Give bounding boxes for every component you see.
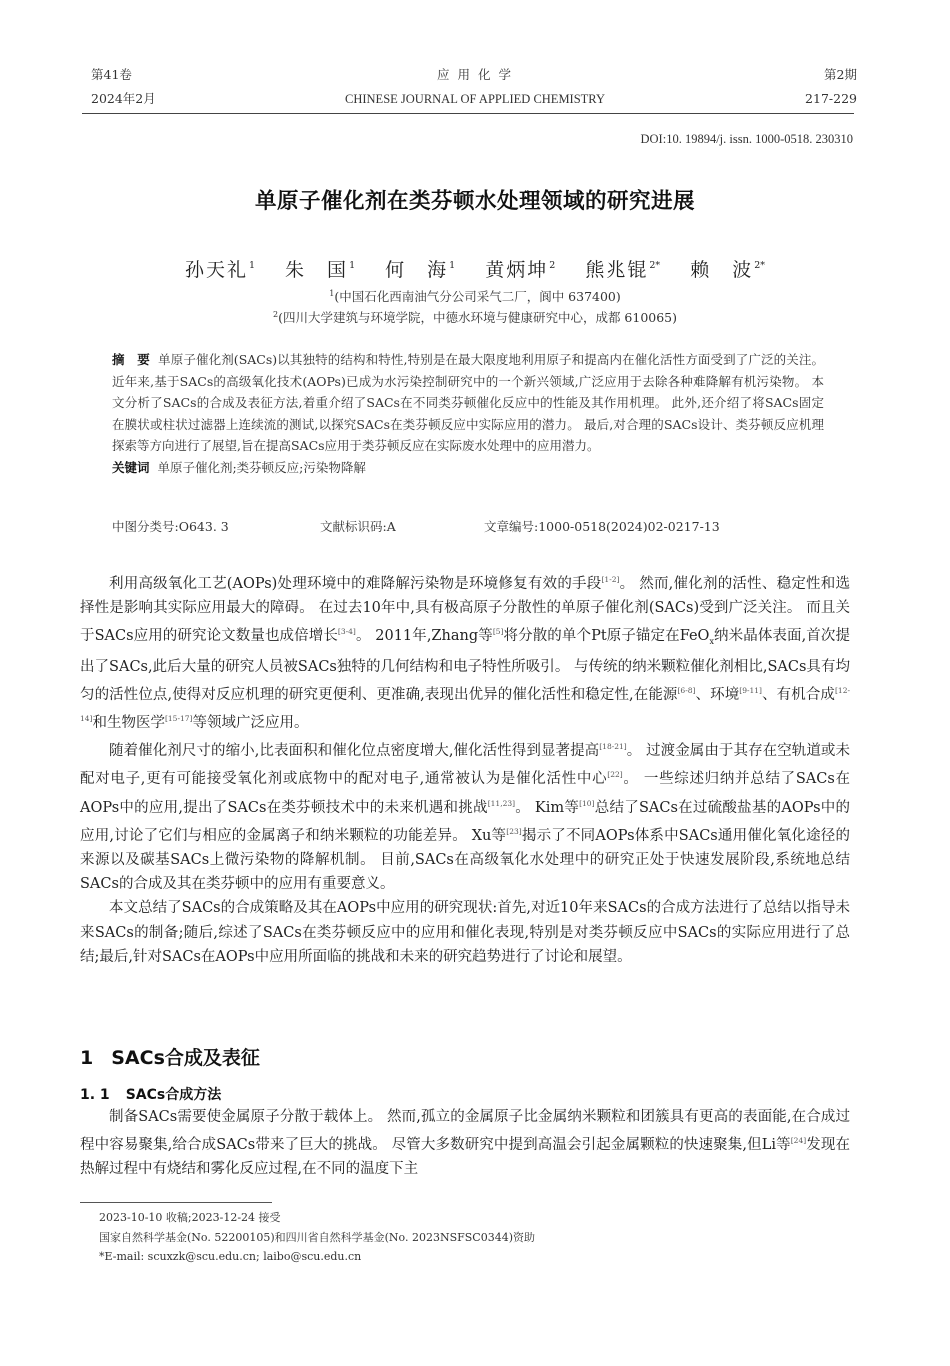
paper-title: 单原子催化剂在类芬顿水处理领域的研究进展	[254, 189, 695, 214]
keywords-text: 单原子催化剂;类芬顿反应;污染物降解	[157, 459, 366, 475]
keywords	[112, 457, 824, 479]
journal-name-en: CHINESE JOURNAL OF APPLIED CHEMISTRY	[345, 92, 605, 106]
affiliation-1	[0, 287, 950, 305]
footnote-rule	[80, 1202, 272, 1203]
class-number: 中图分类号:O643. 3	[112, 519, 229, 534]
author-mark: 2	[549, 260, 556, 271]
affiliation-mark: 2	[272, 310, 279, 319]
funding-note: 国家自然科学基金(No. 52200105)和四川省自然科学基金(No. 2023NSFSC0344)资助	[99, 1231, 535, 1244]
citation[interactable]: [24]	[790, 1136, 807, 1146]
author-name: 赖 波	[690, 259, 754, 281]
citation[interactable]: [6-8]	[677, 685, 696, 695]
author-mark: 1	[349, 260, 356, 271]
author-name: 朱 国	[285, 259, 349, 281]
abstract-text: 单原子催化剂(SACs)以其独特的结构和特性,特别是在最大限度地利用原子和提高内在催化活性方面受到了广泛的关注。 近年来,基于SACs的高级氧化技术(AOPs)已成为水污染控制研究中的一个新兴领域,广泛应用于去除各种难降解有机污染物。 本文分析了SACs的合成及表征方法,着重介绍了SACs在不同类芬顿催化反应中的性能及其作用机理。 此外,还介绍了将SACs固定在膜状或柱状过滤器上连续流的测试,以探究SACs在类芬顿反应中实际应用的潜力。 最后,对合理的SACs设计、类芬顿反应机理探索等方向进行了展望,旨在提高SACs应用于类芬顿反应在实际废水处理中的应用潜力。	[112, 352, 824, 453]
paragraph: 制备SACs需要使金属原子分散于载体上。 然而,孤立的金属原子比金属纳米颗粒和团簇具有更高的表面能,在合成过程中容易聚集,给合成SACs带来了巨大的挑战。 尽管大多数研究中提到高温会引起金属颗粒的快速聚集,但Li等[24]发现在热解过程中有烧结和雾化反应过程,在不同的温度下主	[80, 1109, 851, 1178]
section-text	[80, 1105, 850, 1182]
author-list	[0, 255, 950, 282]
citation[interactable]: [23]	[506, 826, 522, 836]
volume-label: 第41卷	[91, 67, 132, 82]
author-name: 熊兆锟	[585, 259, 649, 281]
document-code: 文献标识码:A	[320, 519, 396, 534]
received-dates: 2023-10-10 收稿;2023-12-24 接受	[99, 1211, 281, 1224]
journal-name-cn: 应 用 化 学	[437, 67, 513, 82]
affiliation-text: (四川大学建筑与环境学院，中德水环境与健康研究中心，成都 610065)	[278, 310, 678, 325]
author-name: 黄炳坤	[485, 259, 549, 281]
citation[interactable]: [12-14]	[80, 685, 851, 723]
paragraph: 利用高级氧化工艺(AOPs)处理环境中的难降解污染物是环境修复有效的手段[1-2]。 然而,催化剂的活性、稳定性和选择性是影响其实际应用最大的障碍。 在过去10年中,具有极高原子分散性的单原子催化剂(SACs)受到广泛关注。 而且关于SACs应用的研究论文数量也成倍增长[3-4]。 2011年,Zhang等[5]将分散的单个Pt原子锚定在FeO$_x$纳米晶体表面,首次提出了SACs,此后大量的研究人员被SACs独特的几何结构和电子特性所吸引。 与传统的纳米颗粒催化剂相比,SACs具有均匀的活性位点,使得对反应机理的研究更便利、更准确,表现出优异的催化活性和稳定性,在能源[6-8]、环境[9-11]、有机合成[12-14]和生物医学[15-17]等领域广泛应用。	[80, 575, 851, 731]
issue-date: 2024年2月	[91, 91, 156, 106]
abstract	[112, 349, 824, 478]
author-mark: 1	[449, 260, 456, 271]
paragraph: 随着催化剂尺寸的缩小,比表面积和催化位点密度增大,催化活性得到显著提高[18-21]。 过渡金属由于其存在空轨道或未配对电子,更有可能接受氧化剂或底物中的配对电子,通常被认为是催化活性中心[22]。 一些综述归纳并总结了SACs在AOPs中的应用,提出了SACs在类芬顿技术中的未来机遇和挑战[11,23]。 Kim等[10]总结了SACs在过硫酸盐基的AOPs中的应用,讨论了它们与相应的金属离子和纳米颗粒的功能差异。 Xu等[23]揭示了不同AOPs体系中SACs通用催化氧化途径的来源以及碳基SACs上微污染物的降解机制。 目前,SACs在高级氧化水处理中的研究正处于快速发展阶段,系统地总结SACs的合成及其在类芬顿中的应用有重要意义。	[80, 742, 850, 893]
author-mark: 1	[248, 260, 255, 271]
affiliation-mark: 1	[329, 289, 335, 298]
subsection-heading: 1. 1 SACs合成方法	[80, 1087, 222, 1103]
abstract-label: 摘 要	[112, 352, 150, 367]
citation[interactable]: [3-4]	[337, 627, 356, 637]
author-mark: 2*	[649, 260, 661, 271]
section-heading: 1 SACs合成及表征	[80, 1047, 260, 1069]
article-number: 文章编号:1000-0518(2024)02-0217-13	[484, 519, 720, 534]
affiliation-text: (中国石化西南油气分公司采气二厂，阆中 637400)	[334, 289, 621, 304]
paragraph: 本文总结了SACs的合成策略及其在AOPs中应用的研究现状:首先,对近10年来SACs的合成方法进行了总结以指导未来SACs的制备;随后,综述了SACs在类芬顿反应中的应用和催化表现,特别是对类芬顿反应中SACs的实际应用进行了总结;最后,针对SACs在AOPs中应用所面临的挑战和未来的研究趋势进行了讨论和展望。	[80, 900, 850, 965]
intro-text	[80, 568, 850, 969]
page-range: 217-229	[805, 91, 857, 106]
doi: DOI:10. 19894/j. issn. 1000-0518. 230310	[640, 132, 853, 146]
header-rule	[82, 113, 854, 114]
citation[interactable]: [5]	[492, 627, 504, 637]
citation[interactable]: [1-2]	[601, 575, 620, 584]
citation[interactable]: [15-17]	[164, 713, 193, 723]
citation[interactable]: [10]	[579, 798, 595, 808]
citation[interactable]: [22]	[607, 770, 623, 780]
affiliation-2	[0, 308, 950, 326]
author-name: 孙天礼	[184, 259, 248, 281]
citation[interactable]: [11,23]	[487, 798, 516, 808]
author-mark: 2*	[754, 260, 766, 271]
email-note[interactable]: *E-mail: scuxzk@scu.edu.cn; laibo@scu.edu.cn	[99, 1250, 362, 1263]
keywords-label: 关键词	[112, 459, 150, 475]
author-name: 何 海	[385, 259, 449, 281]
issue-number: 第2期	[824, 67, 857, 82]
citation[interactable]: [18-21]	[599, 742, 627, 752]
citation[interactable]: [9-11]	[739, 685, 762, 695]
